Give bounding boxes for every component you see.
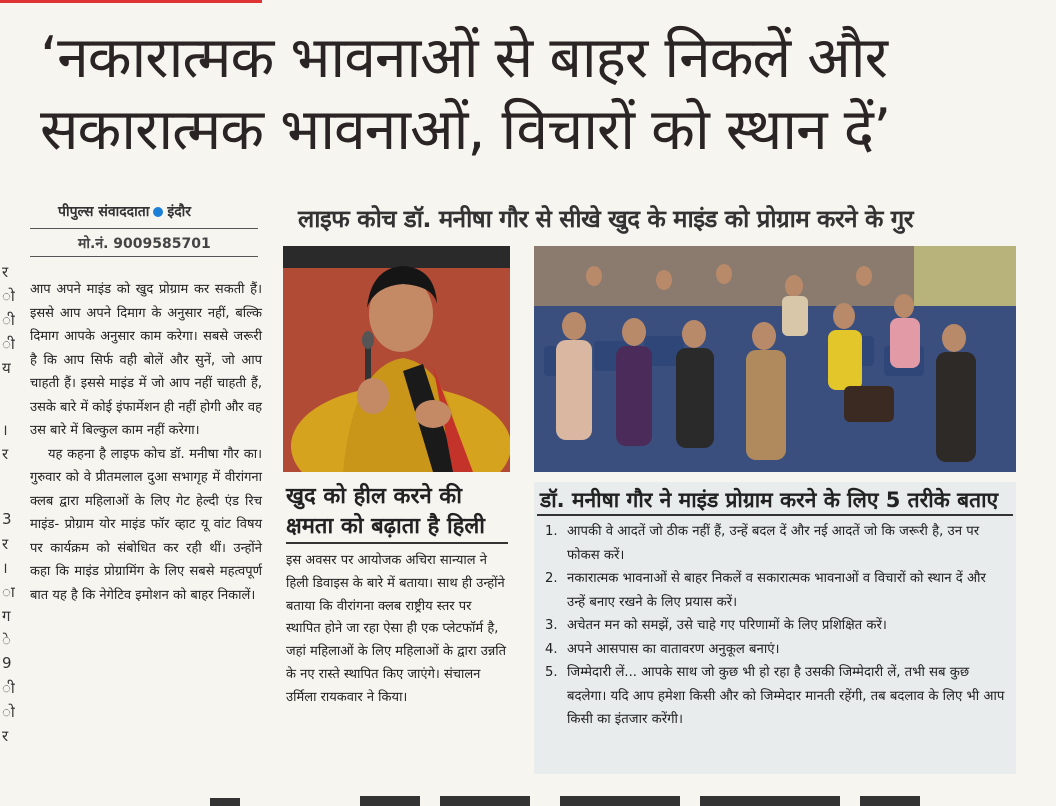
tip-text: आपकी वे आदतें जो ठीक नहीं हैं, उन्हें बदल दें और नई आदतें जो कि जरूरी है, उन पर फोकस करें। bbox=[567, 524, 980, 563]
tip-item bbox=[545, 614, 1005, 638]
reporter-name: पीपुल्स संवाददाता bbox=[58, 204, 150, 220]
tip-text: अचेतन मन को समझें, उसे चाहे गए परिणामों के लिए प्रशिक्षित करें। bbox=[567, 618, 887, 633]
article-left-column bbox=[30, 278, 262, 607]
tip-number: 4. bbox=[545, 641, 558, 657]
cutoff-text-fragments bbox=[0, 790, 1056, 806]
tip-number: 3. bbox=[545, 618, 558, 633]
tips-heading-rule bbox=[537, 514, 1013, 516]
byline bbox=[58, 202, 191, 221]
adjacent-column-edge: र ो ी ी य । र 3 र । ा ग े 9 ी ो र bbox=[2, 263, 15, 745]
reporter-mobile: मो.नं. 9009585701 bbox=[78, 236, 211, 252]
tip-number: 5. bbox=[545, 665, 558, 680]
byline-divider bbox=[30, 228, 258, 229]
headline-line-2: सकारात्मक भावनाओं, विचारों को स्थान दें’ bbox=[40, 97, 891, 163]
tip-item bbox=[545, 638, 1005, 662]
tip-number: 2. bbox=[545, 571, 558, 586]
headline bbox=[40, 22, 1040, 166]
middle-body: इस अवसर पर आयोजक अचिरा सान्याल ने हिली डिवाइस के बारे में बताया। साथ ही उन्होंने बताया कि वीरांगना क्लब राष्ट्रीय स्तर पर स्थापित होने जा रहा ऐसा ही एक प्लेटफॉर्म है, जहां महिलाओं के लिए महिलाओं के द्वारा उन्नति के नए रास्ते स्थापित किए जाएंगे। संचालन उर्मिला रायकवार ने किया। bbox=[286, 553, 507, 705]
tip-text: अपने आसपास का वातावरण अनुकूल बनाएं। bbox=[567, 641, 780, 657]
tip-item bbox=[545, 567, 1005, 614]
article-paragraph-2: यह कहना है लाइफ कोच डॉ. मनीषा गौर का। गुरुवार को वे प्रीतमलाल दुआ सभागृह में वीरांगना क्लब द्वारा महिलाओं के लिए गेट हेल्दी एंड रिच माइंड- प्रोग्राम योर माइंड फॉर व्हाट यू वांट विषय पर कार्यक्रम को संबोधित कर रही थीं। उन्होंने कहा कि माइंड प्रोग्रामिंग के लिए सबसे महत्वपूर्ण बात यह है कि नेगेटिव इमोशन को बाहर निकालें। bbox=[30, 446, 262, 603]
speaker-photo-illustration bbox=[283, 246, 510, 472]
subheadline: लाइफ कोच डॉ. मनीषा गौर से सीखे खुद के माइंड को प्रोग्राम करने के गुर bbox=[298, 205, 914, 233]
middle-heading-rule bbox=[286, 542, 508, 544]
tips-heading: डॉ. मनीषा गौर ने माइंड प्रोग्राम करने के लिए 5 तरीके बताए bbox=[540, 488, 999, 512]
tips-list bbox=[545, 520, 1005, 732]
tip-text: जिम्मेदारी लें... आपके साथ जो कुछ भी हो रहा है उसकी जिम्मेदारी लें, तभी सब कुछ बदलेगा। यदि आप हमेशा किसी और को जिम्मेदार मानती रहेंगी, तब बदलाव के लिए भी आप किसी का इंतजार करेंगी। bbox=[567, 665, 1005, 727]
tip-item bbox=[545, 520, 1005, 567]
headline-line-1: ‘नकारात्मक भावनाओं से बाहर निकलें और bbox=[40, 25, 887, 91]
top-rule bbox=[0, 0, 262, 3]
tip-number: 1. bbox=[545, 524, 558, 539]
audience-photo bbox=[534, 246, 1016, 472]
bullet-dot-icon bbox=[153, 207, 163, 217]
next-article-cutoff bbox=[0, 790, 1056, 806]
tip-item bbox=[545, 661, 1005, 732]
article-paragraph-1: आप अपने माइंड को खुद प्रोग्राम कर सकती हैं। इससे आप अपने दिमाग के अनुसार नहीं, बल्कि दिमाग आपके अनुसार काम करेगा। सबसे जरूरी है कि आप सिर्फ वही बोलें और सुनें, जो आप चाहती हैं। इससे माइंड में जो आप नहीं चाहती हैं, उसके बारे में कोई इंफार्मेशन ही नहीं होगी और वह उस बारे में बिल्कुल काम नहीं करेगा। bbox=[30, 282, 262, 438]
byline-divider-bottom bbox=[30, 256, 258, 257]
tip-text: नकारात्मक भावनाओं से बाहर निकलें व सकारात्मक भावनाओं व विचारों को स्थान दें और उन्हें बनाए रखने के लिए प्रयास करें। bbox=[567, 571, 986, 610]
speaker-photo bbox=[283, 246, 510, 472]
byline-city: इंदौर bbox=[167, 204, 191, 220]
audience-photo-illustration bbox=[534, 246, 1016, 472]
middle-heading: खुद को हील करने की क्षमता को बढ़ाता है हिली bbox=[286, 484, 485, 539]
